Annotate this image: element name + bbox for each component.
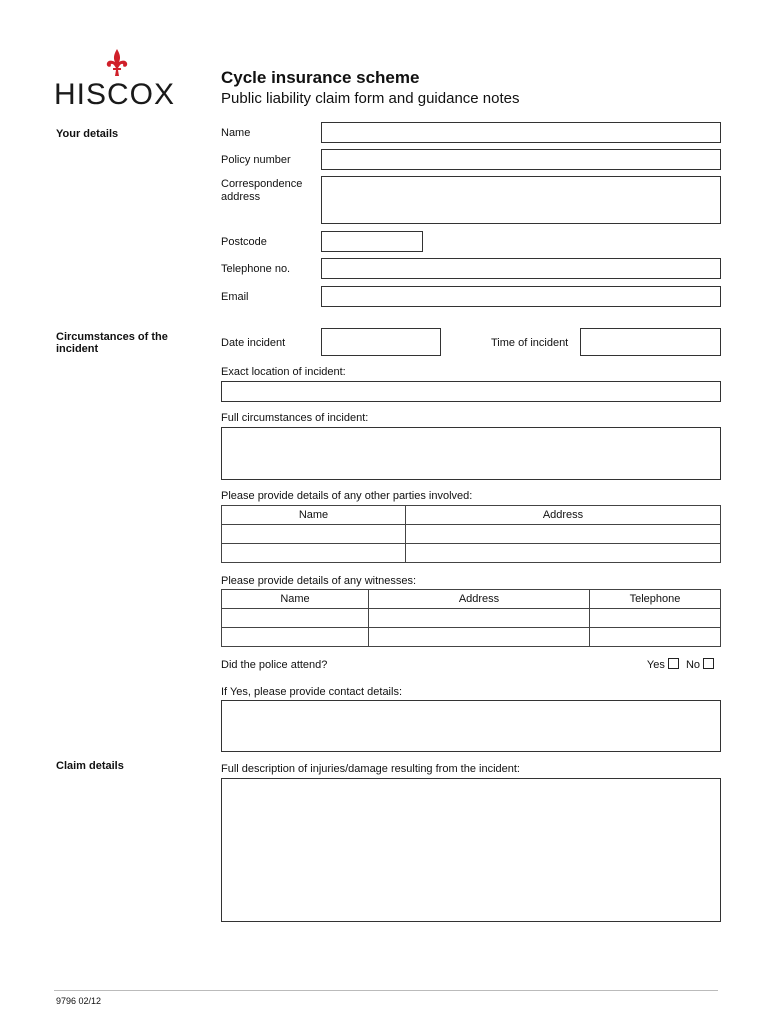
witnesses-table (221, 589, 721, 647)
description-field[interactable] (221, 778, 721, 922)
name-label: Name (221, 127, 251, 139)
no-checkbox[interactable] (703, 658, 714, 669)
footer-divider (54, 990, 718, 991)
table-cell[interactable] (590, 609, 721, 628)
parties-label: Please provide details of any other parties involved: (221, 490, 473, 502)
email-label: Email (221, 291, 249, 303)
police-contact-field[interactable] (221, 700, 721, 752)
yes-checkbox[interactable] (668, 658, 679, 669)
policy-number-label: Policy number (221, 154, 291, 166)
circumstances-field[interactable] (221, 427, 721, 480)
police-contact-label: If Yes, please provide contact details: (221, 686, 403, 698)
table-row (222, 609, 721, 628)
table-cell[interactable] (222, 628, 369, 647)
table-row (222, 544, 721, 563)
telephone-field[interactable] (321, 258, 721, 279)
policy-number-field[interactable] (321, 149, 721, 170)
witnesses-col-telephone: Telephone (590, 590, 721, 609)
table-cell[interactable] (222, 544, 406, 563)
fleur-de-lis-icon (104, 48, 130, 80)
footer-code: 9796 02/12 (56, 996, 102, 1006)
table-header-row (222, 506, 721, 525)
table-header-row (222, 590, 721, 609)
telephone-label: Telephone no. (221, 263, 291, 275)
parties-table (221, 505, 721, 563)
page-title: Cycle insurance scheme (221, 68, 420, 87)
location-field[interactable] (221, 381, 721, 402)
section-circumstances: Circumstances of the incident (56, 331, 168, 355)
address-label: Correspondence address (221, 178, 303, 203)
parties-col-address: Address (406, 506, 721, 525)
email-field[interactable] (321, 286, 721, 307)
table-cell[interactable] (406, 544, 721, 563)
no-label: No (685, 659, 700, 671)
table-cell[interactable] (222, 609, 369, 628)
date-incident-field[interactable] (321, 328, 441, 356)
description-label: Full description of injuries/damage resulting from the incident: (221, 763, 520, 775)
witnesses-col-name: Name (222, 590, 369, 609)
location-label: Exact location of incident: (221, 366, 346, 378)
postcode-label: Postcode (221, 236, 267, 248)
police-question: Did the police attend? (221, 659, 328, 671)
address-field[interactable] (321, 176, 721, 224)
postcode-field[interactable] (321, 231, 423, 252)
section-your-details: Your details (56, 128, 119, 140)
table-cell[interactable] (369, 628, 590, 647)
time-incident-label: Time of incident (491, 337, 569, 349)
police-yes-no (647, 658, 714, 671)
section-claim-details: Claim details (56, 760, 124, 772)
witnesses-label: Please provide details of any witnesses: (221, 575, 417, 587)
table-row (222, 628, 721, 647)
table-cell[interactable] (369, 609, 590, 628)
date-incident-label: Date incident (221, 337, 286, 349)
parties-col-name: Name (222, 506, 406, 525)
table-row (222, 525, 721, 544)
page-subtitle: Public liability claim form and guidance notes (221, 90, 520, 107)
brand-logo: HISCOX (54, 78, 176, 111)
yes-label: Yes (646, 659, 665, 671)
table-cell[interactable] (406, 525, 721, 544)
witnesses-col-address: Address (369, 590, 590, 609)
name-field[interactable] (321, 122, 721, 143)
table-cell[interactable] (590, 628, 721, 647)
time-incident-field[interactable] (580, 328, 721, 356)
circumstances-label: Full circumstances of incident: (221, 412, 369, 424)
table-cell[interactable] (222, 525, 406, 544)
